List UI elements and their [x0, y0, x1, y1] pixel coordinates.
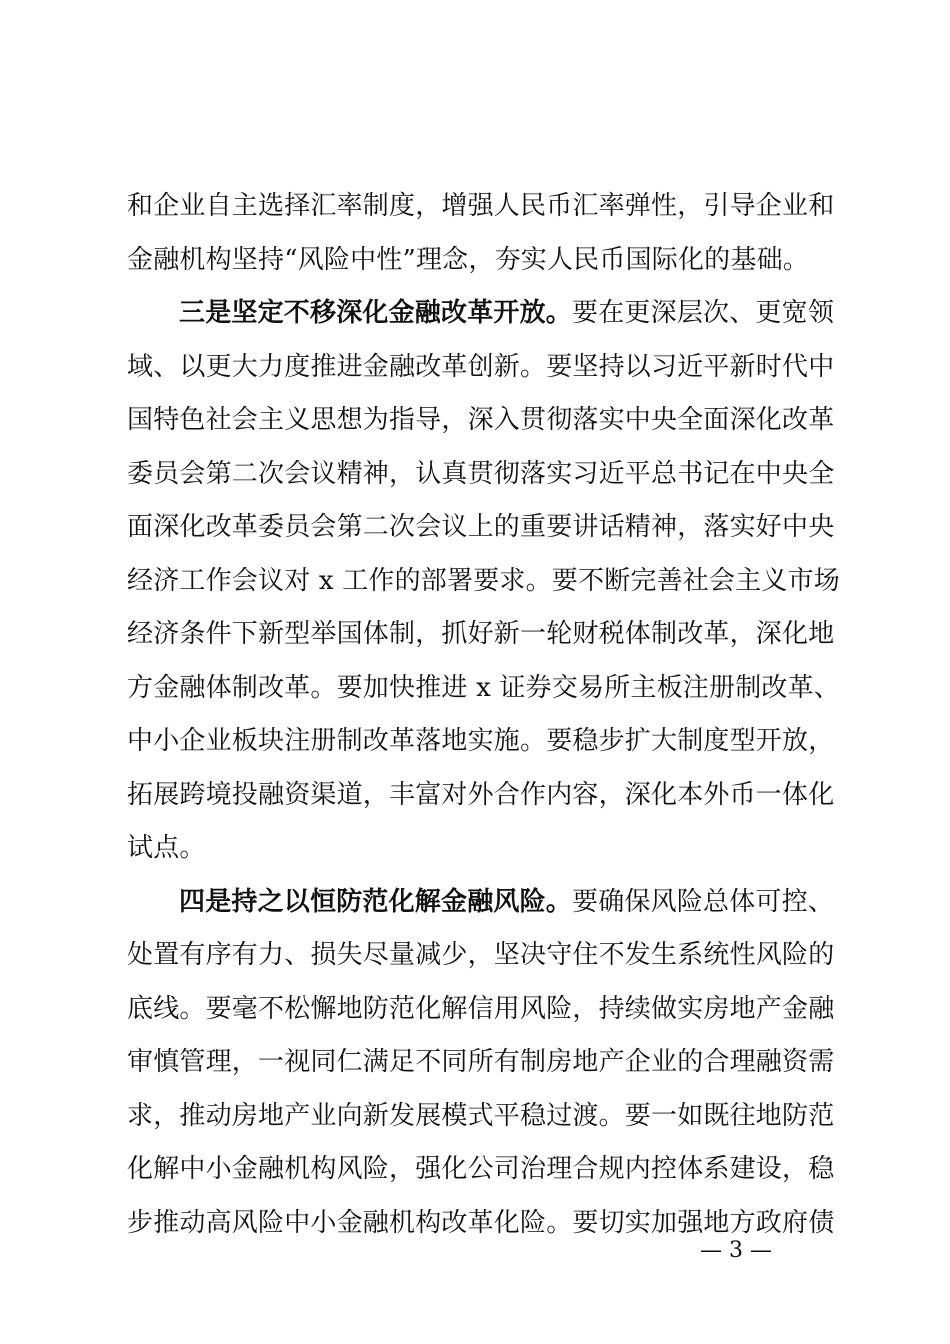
text-line: 试点。 — [127, 833, 206, 863]
text-run: 要确保风险总体可控、 — [572, 886, 835, 917]
section-heading: 四是持之以恒防范化解金融风险。 — [179, 886, 573, 917]
text-line: 国特色社会主义思想为指导，深入贯彻落实中央全面深化改革 — [127, 405, 835, 435]
text-line: 底线。要毫不松懈地防范化解信用风险，持续做实房地产金融 — [127, 993, 835, 1024]
text-run: 要在更深层次、更宽领 — [572, 298, 835, 328]
text-line: 经济条件下新型举国体制，抓好新一轮财税体制改革，深化地 — [127, 619, 835, 649]
text-line: 委员会第二次会议精神，认真贯彻落实习近平总书记在中央全 — [127, 458, 835, 489]
text-line: 和企业自主选择汇率制度，增强人民币汇率弹性，引导企业和 — [127, 191, 835, 221]
text-line: 面深化改革委员会第二次会议上的重要讲话精神，落实好中央 — [127, 512, 835, 542]
text-line: 处置有序有力、损失尽量减少，坚决守住不发生系统性风险的 — [127, 940, 835, 970]
section-heading: 三是坚定不移深化金融改革开放。 — [179, 298, 573, 328]
body-text — [127, 180, 840, 1250]
text-line: 金融机构坚持“风险中性”理念，夯实人民币国际化的基础。 — [127, 244, 809, 275]
text-line: 步推动高风险中小金融机构改革化险。要切实加强地方政府债 — [127, 1207, 835, 1238]
section-four-line — [127, 876, 835, 930]
section-three-line — [127, 287, 835, 341]
page-number: — 3 — — [700, 1238, 772, 1263]
text-line: 域、以更大力度推进金融改革创新。要坚持以习近平新时代中 — [127, 351, 835, 382]
text-line: 求，推动房地产业向新发展模式平稳过渡。要一如既往地防范 — [127, 1100, 835, 1131]
text-line: 化解中小金融机构风险，强化公司治理合规内控体系建设，稳 — [127, 1154, 835, 1184]
text-line: 拓展跨境投融资渠道，丰富对外合作内容，深化本外币一体化 — [127, 779, 835, 810]
text-line: 经济工作会议对 x 工作的部署要求。要不断完善社会主义市场 — [127, 565, 840, 596]
text-line: 方金融体制改革。要加快推进 x 证券交易所主板注册制改革、 — [127, 672, 840, 703]
text-line: 审慎管理，一视同仁满足不同所有制房地产企业的合理融资需 — [127, 1047, 835, 1077]
text-line: 中小企业板块注册制改革落地实施。要稳步扩大制度型开放， — [127, 726, 835, 756]
